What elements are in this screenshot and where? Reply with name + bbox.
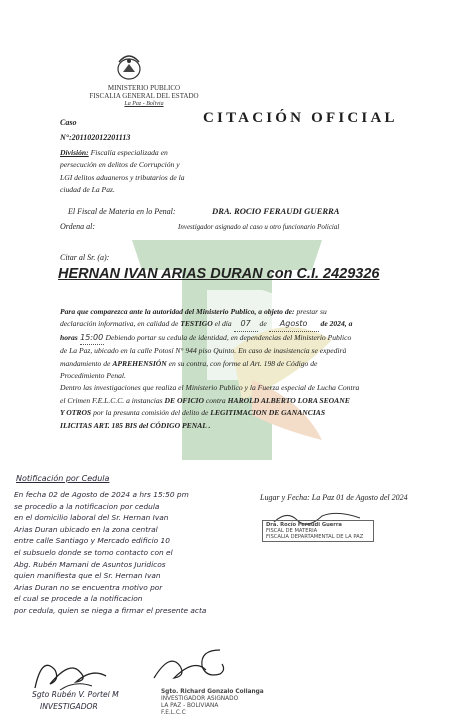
body-p2-dia: el día — [214, 319, 232, 329]
fiscal-label: El Fiscal de Materia en lo Penal: — [68, 207, 176, 216]
officer-stamp-line2: INVESTIGADOR ASIGNADO — [161, 696, 239, 702]
place-date-label: Lugar y Fecha: — [260, 493, 310, 502]
handwritten-line: se procedio a la notificacion por cedula — [14, 501, 160, 511]
fiscal-stamp-line2: FISCAL DE MATERIA — [266, 528, 318, 534]
body-p9-c: LEGITIMACION DE GANANCIAS — [210, 408, 326, 418]
body-p1-b: prestar su — [296, 307, 327, 316]
summoned-person: HERNAN IVAN ARIAS DURAN con C.I. 2429326 — [58, 266, 380, 282]
order-text: Investigador asignado al caso u otro funcionario Policial — [178, 223, 340, 231]
handwritten-note — [14, 489, 246, 617]
investigator-name: Sgto Rubén V. Portel M — [32, 690, 119, 699]
body-p9-a: Y OTROS — [60, 408, 92, 418]
case-label: Caso — [60, 118, 77, 127]
handwritten-line: Arias Duran ubicado en la zona central — [14, 524, 158, 534]
handwritten-hour: 15:00 — [80, 332, 104, 345]
fiscal-stamp-line1: Dra. Rocío Feraudi Guerra — [266, 522, 342, 528]
body-p10: ILICITAS ART. 185 BIS del CÓDIGO PENAL . — [60, 420, 211, 430]
body-aprehension: APREHENSIÓN — [112, 358, 167, 368]
body-p2-de: de — [259, 319, 267, 329]
officer-stamp-line1: Sgto. Richard Gonzalo Collanga — [161, 689, 264, 695]
summon-label: Citar al Sr. (a): — [60, 253, 110, 262]
handwritten-line: quien manifiesta que el Sr. Hernan Ivan — [14, 571, 161, 581]
place-date-value: La Paz 01 de Agosto del 2024 — [311, 493, 408, 502]
circle-mark-icon — [196, 646, 228, 680]
body-p4: de La Paz, ubicado en la calle Potosí N° 944 piso Quinto. En caso de inasistencia se expedirá — [60, 346, 347, 356]
handwritten-line: en el domicilio laboral del Sr. Hernan Ivan — [14, 513, 169, 523]
body-p5-b: en su contra, con forme al Art. 198 de Código de — [168, 358, 318, 368]
division-text-1: Fiscalía especializada en — [90, 148, 168, 157]
body-p3-rest: Debiendo portar su cedula de identidad, en dependencias del Ministerio Publico — [105, 332, 352, 342]
officer-stamp-line4: F.E.L.C.C — [161, 710, 186, 716]
case-number: N°:201102012201113 — [60, 133, 131, 142]
body-p2-year: de 2024, a — [320, 319, 353, 329]
citation-body — [60, 306, 448, 432]
division-block — [60, 147, 220, 197]
division-text-3: LGI delitos aduaneros y tributarios de la — [60, 172, 185, 182]
division-text-4: ciudad de La Paz. — [60, 185, 115, 195]
body-p8-a: el Crimen F.E.L.C.C. a instancias — [60, 395, 163, 405]
body-p7: Dentro las investigaciones que realiza el Ministerio Publico y la Fuerza especial de Lucha Contra — [60, 383, 360, 393]
handwritten-line: Abg. Rubén Mamani de Asuntos Juridicos — [14, 559, 166, 569]
order-label: Ordena al: — [60, 222, 96, 231]
body-p8-contra: contra — [205, 395, 226, 405]
institution-line2: FISCALIA GENERAL DEL ESTADO — [89, 92, 199, 100]
body-p6: Procedimiento Penal. — [60, 371, 126, 381]
division-text-2: persecución en delitos de Corrupción y — [60, 160, 180, 170]
document-title: CITACIÓN OFICIAL — [203, 110, 398, 126]
handwritten-line: entre calle Santiago y Mercado edificio 10 — [14, 536, 170, 546]
handwritten-month: Agosto — [269, 318, 319, 331]
place-date — [260, 493, 408, 502]
handwritten-line: el subsuelo donde se tomo contacto con el — [14, 547, 173, 557]
handwritten-line: por cedula, quien se niega a firmar el presente acta — [14, 605, 207, 615]
body-testigo: TESTIGO — [180, 319, 213, 329]
fiscal-stamp — [262, 520, 374, 542]
officer-stamp — [158, 688, 276, 718]
body-p9-b: por la presunta comisión del delito de — [93, 408, 209, 418]
body-accused-name: HAROLD ALBERTO LORA SEOANE — [227, 395, 350, 405]
investigator-signature-icon — [30, 650, 110, 694]
handwritten-line: el cual se procede a la notificacion — [14, 594, 143, 604]
fiscal-name: DRA. ROCIO FERAUDI GUERRA — [212, 206, 340, 216]
body-p2-a: declaración informativa, en calidad de — [60, 319, 179, 329]
handwritten-day: 07 — [234, 318, 258, 331]
body-p5-a: mandamiento de — [60, 358, 111, 368]
body-p1-a: Para que comparezca ante la autoridad del Ministerio Publico, a objeto de: — [60, 307, 295, 316]
body-p3-horas: horas — [60, 332, 78, 342]
institution-location: La Paz - Bolivia — [124, 101, 164, 107]
body-oficio: DE OFICIO — [164, 395, 204, 405]
fiscal-stamp-line3: FISCALIA DEPARTAMENTAL DE LA PAZ — [266, 534, 364, 540]
handwritten-heading: Notificación por Cedula — [16, 474, 110, 483]
handwritten-line: En fecha 02 de Agosto de 2024 a hrs 15:50 pm — [14, 490, 189, 499]
coat-of-arms-icon — [112, 52, 146, 82]
division-label: División: — [60, 148, 89, 157]
officer-stamp-line3: LA PAZ - BOLIVIANA — [161, 703, 219, 709]
handwritten-line: Arias Duran no se encuentra motivo por — [14, 582, 163, 592]
investigator-role: INVESTIGADOR — [40, 702, 98, 711]
institution-line1: MINISTERIO PUBLICO — [107, 84, 181, 92]
